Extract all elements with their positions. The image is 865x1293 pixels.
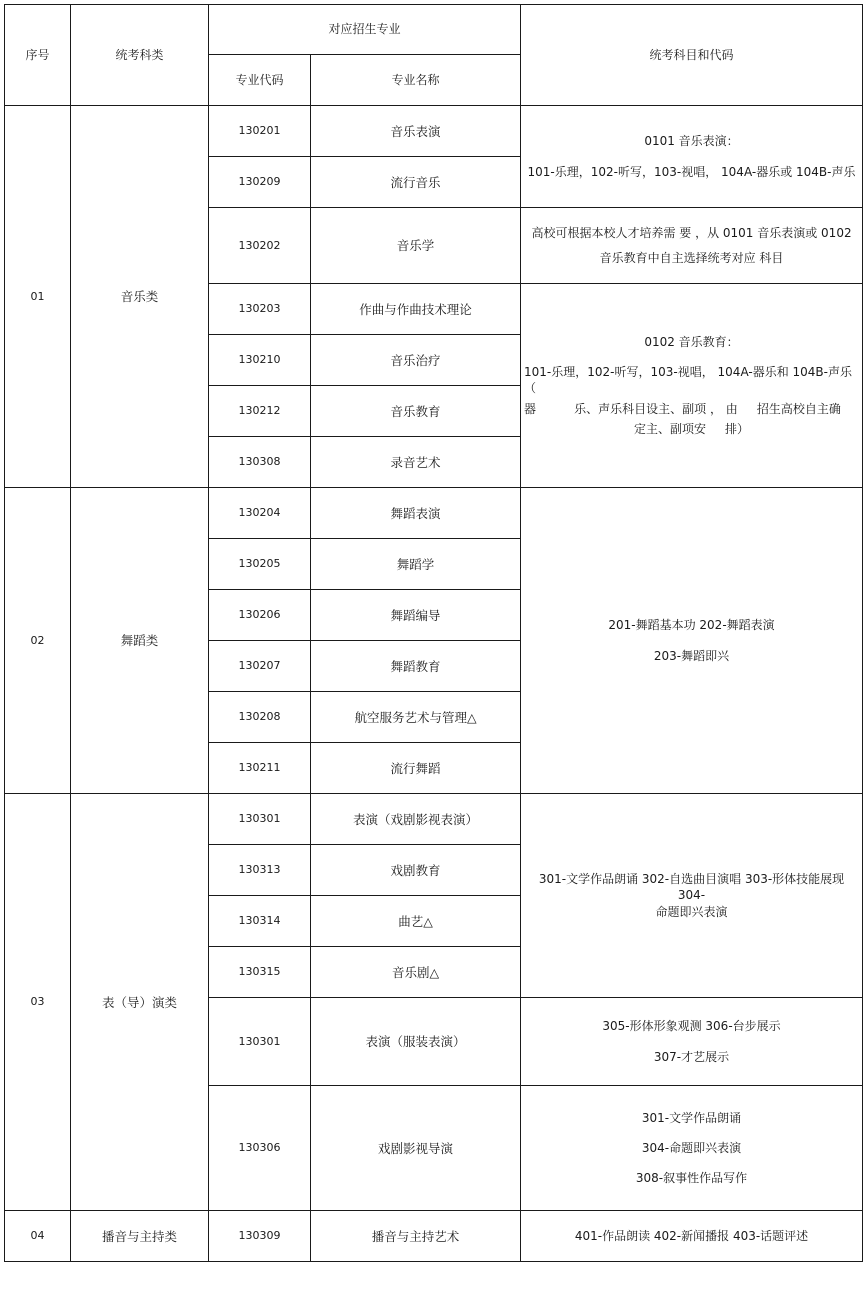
subjects-line: 器 乐、声乐科目设主、副项 ， 由 招生高校自主确 — [524, 401, 841, 416]
subjects-line: 307-才艺展示 — [653, 1049, 730, 1064]
major-cell: 录音艺术 — [311, 437, 521, 488]
category-cell: 舞蹈类 — [71, 488, 209, 794]
subjects-cell — [521, 1086, 863, 1211]
major-cell: 舞蹈学 — [311, 539, 521, 590]
subjects-cell — [521, 1211, 863, 1262]
code-cell: 130211 — [209, 743, 311, 794]
major-cell: 播音与主持艺术 — [311, 1211, 521, 1262]
code-cell: 130308 — [209, 437, 311, 488]
seq-cell: 03 — [5, 794, 71, 1211]
major-cell: 戏剧教育 — [311, 845, 521, 896]
subjects-line: 101-乐理，102-听写，103-视唱， 104A-器乐或 104B-声乐 — [527, 164, 856, 179]
seq-cell: 01 — [5, 106, 71, 488]
table-row — [5, 794, 863, 845]
code-cell: 130206 — [209, 590, 311, 641]
subjects-line: 305-形体形象观测 306-台步展示 — [602, 1019, 781, 1034]
seq-cell: 04 — [5, 1211, 71, 1262]
code-cell: 130210 — [209, 335, 311, 386]
major-cell: 音乐治疗 — [311, 335, 521, 386]
subjects-cell — [521, 488, 863, 794]
table-row — [5, 488, 863, 539]
subjects-line: 301-文学作品朗诵 302-自选曲目演唱 303-形体技能展现 304- — [538, 872, 845, 903]
major-cell: 流行舞蹈 — [311, 743, 521, 794]
code-cell: 130309 — [209, 1211, 311, 1262]
subjects-line: 高校可根据本校人才培养需 要 ，从 0101 音乐表演或 0102 — [531, 226, 852, 241]
code-cell: 130315 — [209, 947, 311, 998]
code-cell: 130301 — [209, 794, 311, 845]
code-cell: 130313 — [209, 845, 311, 896]
header-group: 对应招生专业 — [209, 5, 521, 55]
header-seq: 序号 — [5, 5, 71, 106]
category-cell: 播音与主持类 — [71, 1211, 209, 1262]
major-cell: 音乐学 — [311, 208, 521, 284]
subjects-line: 音乐教育中自主选择统考对应 科目 — [599, 250, 784, 265]
code-cell: 130202 — [209, 208, 311, 284]
subjects-line: 304-命题即兴表演 — [641, 1140, 742, 1155]
header-subjects: 统考科目和代码 — [521, 5, 863, 106]
code-cell: 130301 — [209, 998, 311, 1086]
subjects-line: 命题即兴表演 — [655, 904, 728, 919]
subjects-cell — [521, 284, 863, 488]
code-cell: 130209 — [209, 157, 311, 208]
subjects-cell — [521, 794, 863, 998]
subjects-line: 0101 音乐表演： — [644, 134, 739, 149]
subjects-line: 0102 音乐教育： — [644, 335, 739, 350]
major-cell: 音乐表演 — [311, 106, 521, 157]
major-cell: 曲艺△ — [311, 896, 521, 947]
major-cell: 表演（戏剧影视表演） — [311, 794, 521, 845]
code-cell: 130212 — [209, 386, 311, 437]
subjects-line: 定主、副项安 排） — [633, 421, 750, 436]
subjects-line: 301-文学作品朗诵 — [641, 1110, 742, 1125]
header-category: 统考科类 — [71, 5, 209, 106]
subjects-cell — [521, 106, 863, 208]
subjects-line: 201-舞蹈基本功 202-舞蹈表演 — [608, 618, 775, 633]
major-cell: 舞蹈编导 — [311, 590, 521, 641]
code-cell: 130205 — [209, 539, 311, 590]
code-cell: 130201 — [209, 106, 311, 157]
header-major: 专业名称 — [311, 55, 521, 106]
code-cell: 130306 — [209, 1086, 311, 1211]
code-cell: 130204 — [209, 488, 311, 539]
code-cell: 130203 — [209, 284, 311, 335]
major-cell: 舞蹈表演 — [311, 488, 521, 539]
code-cell: 130314 — [209, 896, 311, 947]
table-row — [5, 106, 863, 157]
major-cell: 舞蹈教育 — [311, 641, 521, 692]
category-cell: 音乐类 — [71, 106, 209, 488]
table-row — [5, 1211, 863, 1262]
major-cell: 航空服务艺术与管理△ — [311, 692, 521, 743]
code-cell: 130207 — [209, 641, 311, 692]
major-cell: 表演（服装表演） — [311, 998, 521, 1086]
admissions-table — [4, 4, 863, 1262]
code-cell: 130208 — [209, 692, 311, 743]
seq-cell: 02 — [5, 488, 71, 794]
major-cell: 音乐教育 — [311, 386, 521, 437]
major-cell: 作曲与作曲技术理论 — [311, 284, 521, 335]
category-cell: 表（导）演类 — [71, 794, 209, 1211]
subjects-line: 401-作品朗读 402-新闻播报 403-话题评述 — [574, 1228, 809, 1243]
subjects-cell — [521, 998, 863, 1086]
major-cell: 音乐剧△ — [311, 947, 521, 998]
subjects-line: 101-乐理，102-听写，103-视唱， 104A-器乐和 104B-声乐（ — [524, 365, 852, 396]
subjects-cell — [521, 208, 863, 284]
header-code: 专业代码 — [209, 55, 311, 106]
subjects-line: 308-叙事性作品写作 — [635, 1171, 748, 1186]
major-cell: 戏剧影视导演 — [311, 1086, 521, 1211]
major-cell: 流行音乐 — [311, 157, 521, 208]
subjects-line: 203-舞蹈即兴 — [653, 648, 730, 663]
